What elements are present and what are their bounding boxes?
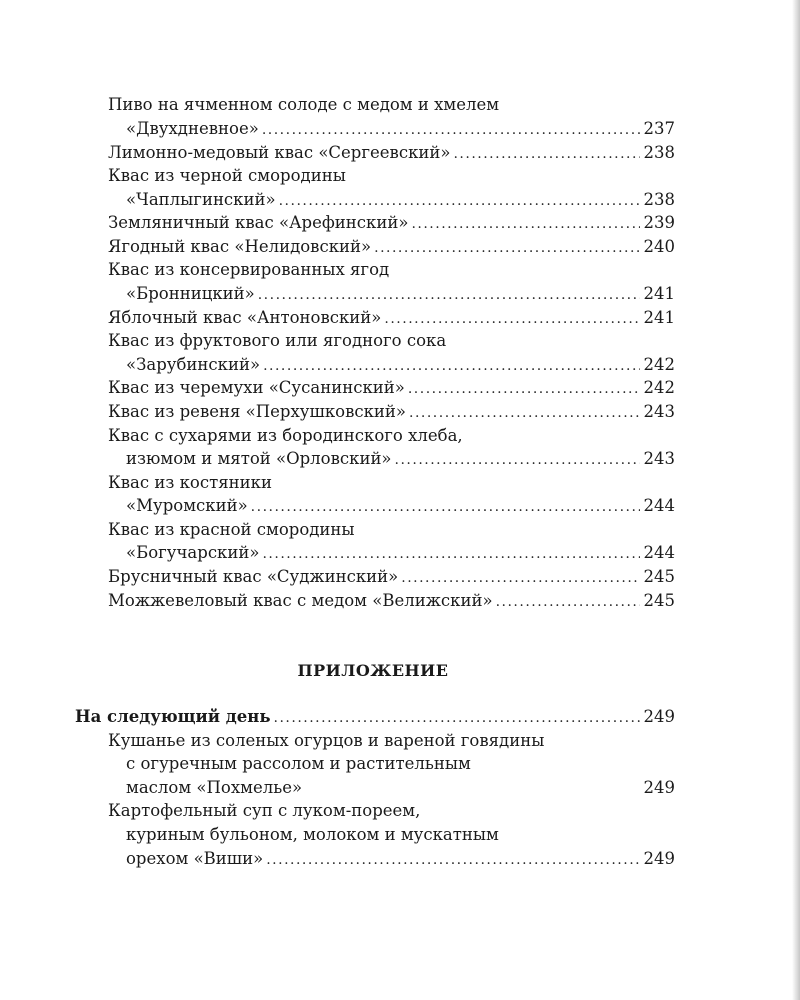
toc-page-number: 244 [643,543,675,562]
toc-page-number: 249 [643,778,675,797]
toc-entry[interactable] [126,542,675,565]
toc-section-title: На следующий день [75,707,271,726]
toc-entry[interactable] [126,448,675,471]
toc-entry-title: «Муромский» [126,496,248,515]
dot-leader [453,143,639,165]
dot-leader [266,849,639,871]
toc-page-number: 245 [643,591,675,610]
dot-leader [411,213,639,235]
toc-page-number: 241 [643,308,675,327]
toc-entry-title: Брусничный квас «Суджинский» [108,567,399,586]
toc-page-number: 239 [643,213,675,232]
toc-entry[interactable] [108,142,675,165]
toc-entry[interactable] [108,401,675,424]
toc-page-number: 249 [643,849,675,868]
toc-page-number: 244 [643,496,675,515]
dot-leader [408,378,640,400]
dot-leader [409,402,640,424]
toc-entry-line: Кушанье из соленых огурцов и вареной говядины [108,731,545,750]
toc-entry-title: Земляничный квас «Арефинский» [108,213,409,232]
toc-entry[interactable] [108,236,675,259]
toc-entry[interactable] [108,307,675,330]
toc-entry[interactable] [126,118,675,141]
toc-entry-title: маслом «Похмелье» [126,778,303,797]
dot-leader [251,496,640,518]
dot-leader [279,190,640,212]
toc-entry[interactable] [108,590,675,613]
toc-entry-title: «Богучарский» [126,543,260,562]
toc-entry-line: Картофельный суп с луком-пореем, [108,801,421,820]
toc-entry-line: Квас из фруктового или ягодного сока [108,331,447,350]
toc-page-number: 242 [643,378,675,397]
toc-entry[interactable] [126,189,675,212]
toc-entry-line: Квас с сухарями из бородинского хлеба, [108,426,463,445]
toc-entry-title: Ягодный квас «Нелидовский» [108,237,372,256]
toc-entry-title: «Бронницкий» [126,284,255,303]
toc-entry-line: Пиво на ячменном солоде с медом и хмелем [108,95,500,114]
toc-entry[interactable] [108,377,675,400]
toc-page-number: 245 [643,567,675,586]
dot-leader [258,284,640,306]
toc-entry-line: Квас из костяники [108,473,272,492]
dot-leader [262,119,640,141]
toc-entry-title: «Двухдневное» [126,119,259,138]
dot-leader [374,237,639,259]
toc-entry-line: Квас из консервированных ягод [108,260,390,279]
toc-page-number: 242 [643,355,675,374]
dot-leader [384,308,639,330]
toc-page-number: 243 [643,449,675,468]
toc-entry-title: «Зарубинский» [126,355,261,374]
toc-entry[interactable] [126,354,675,377]
toc-page-number: 238 [643,143,675,162]
toc-entry-title: Можжевеловый квас с медом «Велижский» [108,591,493,610]
toc-entry-title: изюмом и мятой «Орловский» [126,449,392,468]
toc-entry[interactable] [126,495,675,518]
dot-leader [274,707,640,729]
dot-leader [395,449,640,471]
toc-section[interactable] [75,706,675,729]
toc-entry[interactable] [108,566,675,589]
toc-page-number: 237 [643,119,675,138]
toc-entry-title: Квас из черемухи «Сусанинский» [108,378,405,397]
toc-entry[interactable] [126,283,675,306]
toc-entry[interactable] [126,848,675,871]
toc-entry-title: орехом «Виши» [126,849,264,868]
toc-page-number: 241 [643,284,675,303]
toc-entry-title: Квас из ревеня «Перхушковский» [108,402,406,421]
toc-entry-title: Лимонно-медовый квас «Сергеевский» [108,143,451,162]
toc-entry-title: Яблочный квас «Антоновский» [108,308,382,327]
toc-page-number: 238 [643,190,675,209]
dot-leader [262,543,639,565]
dot-leader [496,591,640,613]
toc-page-number: 243 [643,402,675,421]
toc-entry-line: Квас из черной смородины [108,166,346,185]
toc-entry-line: куриным бульоном, молоком и мускатным [126,825,499,844]
toc-entry-line: с огуречным рассолом и растительным [126,754,471,773]
toc-page-number: 240 [643,237,675,256]
dot-leader [263,355,639,377]
page-edge-shadow [792,0,800,1000]
appendix-heading: ПРИЛОЖЕНИЕ [297,661,449,680]
toc-entry[interactable] [108,212,675,235]
toc-entry-line: Квас из красной смородины [108,520,355,539]
toc-entry-title: «Чаплыгинский» [126,190,276,209]
dot-leader [401,567,639,589]
toc-entry[interactable] [126,777,675,800]
toc-page-number: 249 [643,707,675,726]
